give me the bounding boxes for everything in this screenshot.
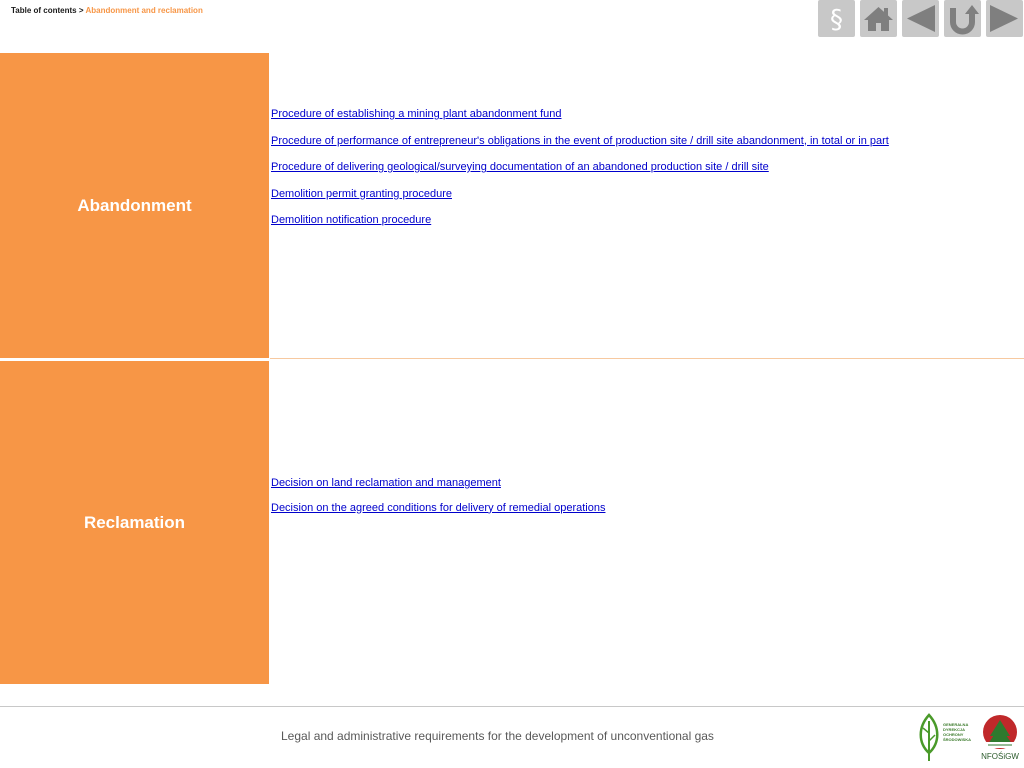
link-remedial-operations[interactable]: Decision on the agreed conditions for delivery of remedial operations bbox=[271, 501, 606, 514]
footer-title: Legal and administrative requirements for the development of unconventional gas bbox=[281, 729, 714, 743]
forward-button[interactable] bbox=[986, 0, 1023, 37]
breadcrumb bbox=[11, 6, 203, 15]
svg-text:§: § bbox=[830, 5, 843, 35]
reclamation-title: Reclamation bbox=[83, 512, 186, 532]
section-sign-button[interactable] bbox=[818, 0, 855, 37]
home-icon bbox=[860, 0, 897, 37]
arrow-left-icon bbox=[902, 0, 939, 37]
abandonment-title: Abandonment bbox=[77, 195, 192, 215]
footer-divider bbox=[0, 706, 1024, 707]
reclamation-section-box bbox=[0, 361, 269, 684]
link-geological-documentation[interactable]: Procedure of delivering geological/surveying documentation of an abandoned production site / drill site bbox=[271, 161, 769, 173]
u-turn-icon bbox=[944, 0, 981, 37]
home-button[interactable] bbox=[860, 0, 897, 37]
nfosigw-emblem-icon bbox=[978, 712, 1022, 752]
section-divider bbox=[270, 358, 1024, 359]
abandonment-section-box bbox=[0, 53, 269, 358]
breadcrumb-root[interactable]: Table of contents bbox=[11, 6, 77, 15]
link-land-reclamation[interactable]: Decision on land reclamation and management bbox=[271, 477, 501, 489]
return-button[interactable] bbox=[944, 0, 981, 37]
gdos-logo-text: GENERALNA DYREKCJA OCHRONY ŚRODOWISKA bbox=[943, 722, 971, 742]
arrow-right-icon bbox=[986, 0, 1023, 37]
leaf-icon bbox=[916, 713, 942, 763]
link-abandonment-fund[interactable]: Procedure of establishing a mining plant abandonment fund bbox=[271, 108, 562, 120]
back-button[interactable] bbox=[902, 0, 939, 37]
gdos-leaf-logo bbox=[916, 713, 972, 763]
breadcrumb-current: Abandonment and reclamation bbox=[85, 6, 203, 15]
link-demolition-notification[interactable]: Demolition notification procedure bbox=[271, 214, 432, 226]
link-entrepreneur-obligations[interactable]: Procedure of performance of entrepreneur's obligations in the event of production site / drill site abandonment, in total or in part bbox=[271, 134, 889, 147]
link-demolition-permit[interactable]: Demolition permit granting procedure bbox=[271, 187, 452, 200]
nfosigw-logo bbox=[978, 712, 1022, 764]
section-sign-icon bbox=[818, 0, 855, 37]
abandonment-links bbox=[271, 108, 889, 241]
nfosigw-logo-text: NFOŚiGW bbox=[981, 752, 1019, 761]
reclamation-links bbox=[271, 477, 605, 526]
breadcrumb-separator: > bbox=[78, 6, 84, 15]
